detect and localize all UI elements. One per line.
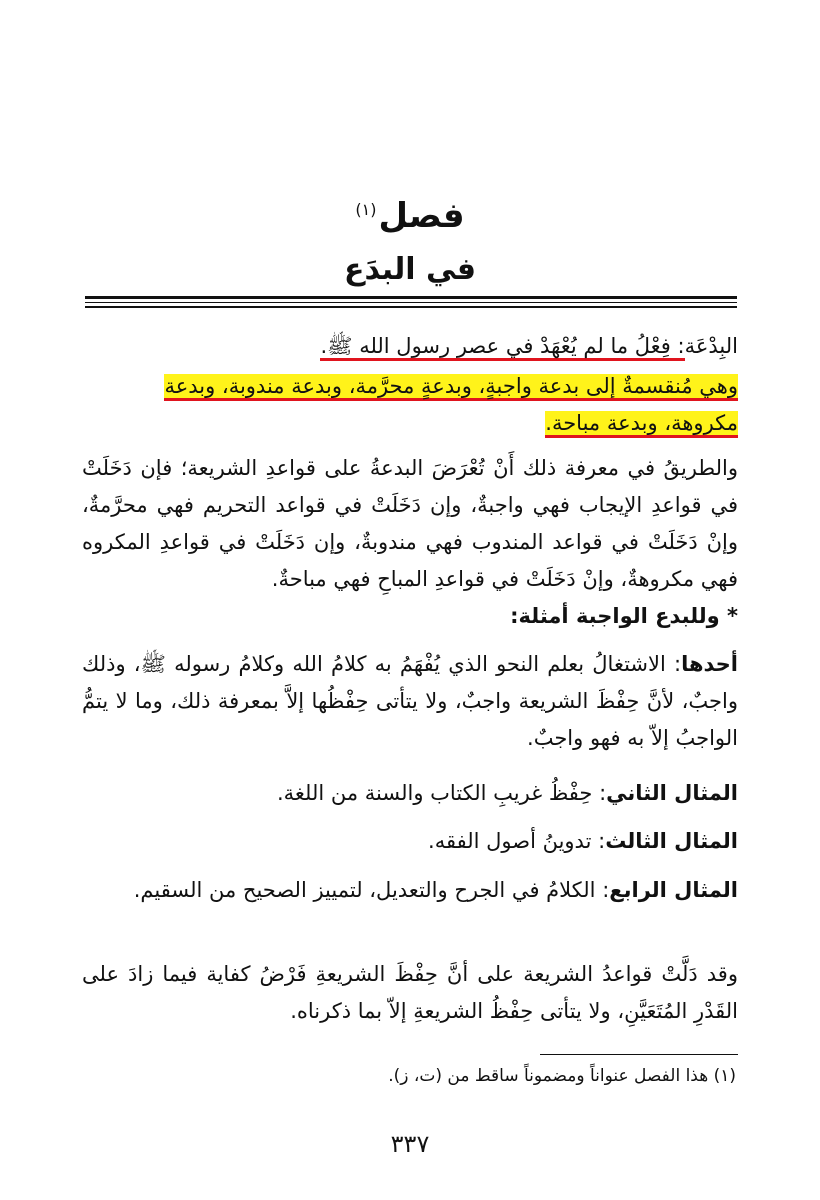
division-line-1: وهي مُنقسمةٌ إلى بدعة واجبةٍ، وبدعةٍ محرَّمة، وبدعة مندوبة، وبدعة — [164, 374, 738, 401]
heading-rule-thin — [85, 302, 737, 303]
method-paragraph — [82, 450, 738, 598]
footnote: (١) هذا الفصل عنواناً ومضموناً ساقط من (ت، ز). — [388, 1066, 736, 1086]
definition-paragraph — [82, 328, 738, 365]
definition-text: : فِعْلُ ما لم يُعْهَدْ في عصر رسول الله ﷺ. — [320, 334, 684, 361]
example-3-paragraph — [82, 823, 738, 860]
footnote-separator — [540, 1054, 738, 1055]
division-paragraph — [82, 368, 738, 442]
examples-heading — [82, 598, 738, 635]
page-number: ٣٣٧ — [390, 1130, 430, 1158]
example-2-text: : حِفْظُ غريبِ الكتاب والسنة من اللغة. — [276, 781, 607, 805]
example-2-paragraph — [82, 775, 738, 812]
example-2-label: المثال الثاني — [606, 781, 738, 805]
conclusion-paragraph — [82, 956, 738, 1030]
example-4-paragraph — [82, 872, 738, 909]
chapter-title — [0, 196, 820, 236]
method-text: والطريقُ في معرفة ذلك أَنْ تُعْرَضَ البدعةُ على قواعدِ الشريعة؛ فإن دَخَلَتْ في قواعدِ الإيجاب فهي واجبةٌ، وإن دَخَلَتْ في قواعد التحريم فهي محرَّمةٌ، وإنْ دَخَلَتْ في قواعد المندوب فهي مندوبةٌ، وإن دَخَلَتْ في قواعدِ المكروه فهي مكروهةٌ، وإنْ دَخَلَتْ في قواعدِ المباحِ فهي مباحةٌ. — [82, 456, 738, 591]
definition-term: البِدْعَة — [684, 334, 738, 358]
heading-rule-bottom — [85, 306, 737, 308]
chapter-title-text: فصل — [378, 196, 465, 236]
footnote-reference: (١) — [355, 199, 377, 219]
example-4-label: المثال الرابع — [609, 878, 738, 902]
example-1-text: : الاشتغالُ بعلم النحو الذي يُفْهَمُ به كلامُ الله وكلامُ رسوله ﷺ، وذلك واجبٌ، لأنَّ حِفْظَ الشريعة واجبٌ، ولا يتأتى حِفْظُها إلاَّ بمعرفة ذلك، وما لا يتمُّ الواجبُ إلاّ به فهو واجبٌ. — [82, 652, 738, 750]
example-1-paragraph — [82, 646, 738, 757]
heading-rule-thick — [85, 296, 737, 299]
division-line-2: مكروهة، وبدعة مباحة. — [545, 411, 738, 438]
example-4-text: : الكلامُ في الجرح والتعديل، لتمييز الصحيح من السقيم. — [133, 878, 610, 902]
example-3-text: : تدوينُ أصول الفقه. — [428, 829, 606, 853]
chapter-subtitle: في البدَع — [343, 252, 477, 287]
example-3-label: المثال الثالث — [605, 829, 738, 853]
example-1-label: أحدها — [681, 652, 738, 676]
conclusion-text: وقد دَلَّتْ قواعدُ الشريعة على أنَّ حِفْظَ الشريعةِ فَرْضُ كفاية فيما زادَ على القَدْرِ المُتَعَيَّنِ، ولا يتأتى حِفْظُ الشريعةِ إلاّ بما ذكرناه. — [82, 962, 738, 1023]
examples-heading-text: * وللبدع الواجبة أمثلة: — [510, 604, 738, 628]
